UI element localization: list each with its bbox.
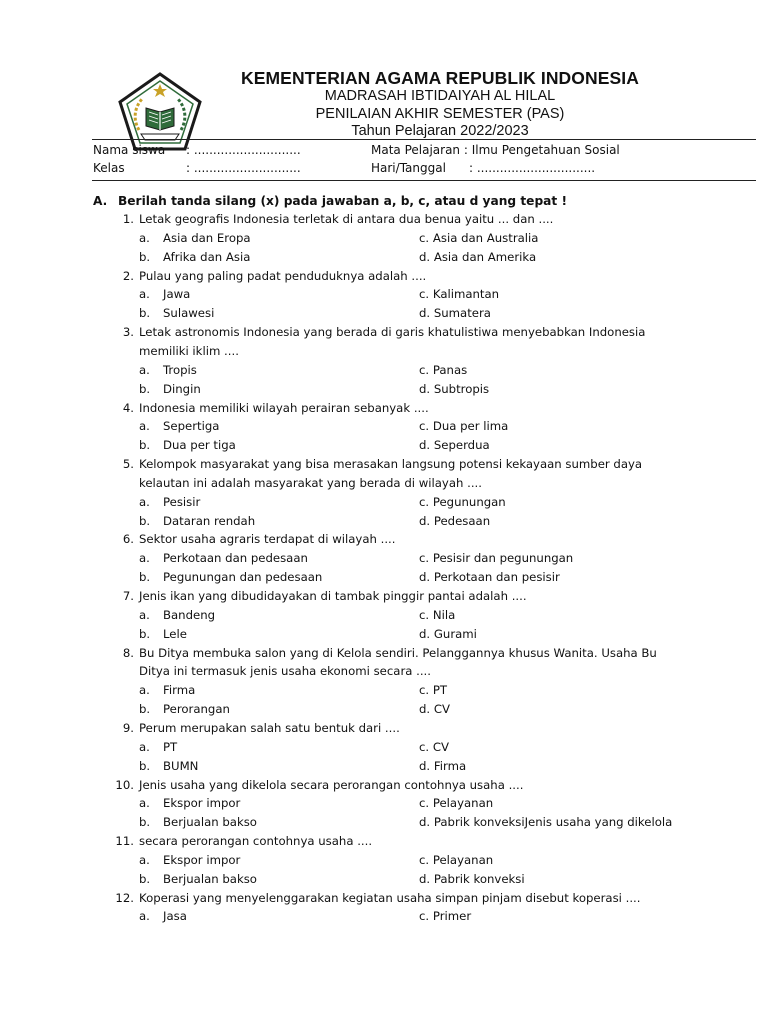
student-name-label: Nama siswa — [93, 143, 166, 157]
option-b-letter[interactable]: b. — [139, 513, 151, 528]
option-a-letter[interactable]: a. — [139, 230, 150, 245]
option-a[interactable]: Ekspor impor — [163, 852, 241, 867]
option-c[interactable]: c. Asia dan Australia — [419, 230, 539, 245]
question-text: Letak geografis Indonesia terletak di antara dua benua yaitu ... dan .... — [139, 212, 554, 226]
question-number: 4. — [122, 400, 134, 415]
option-c[interactable]: c. PT — [419, 683, 448, 698]
option-c[interactable]: c. Nila — [419, 607, 456, 622]
question-number: 8. — [122, 645, 134, 660]
academic-year: Tahun Pelajaran 2022/2023 — [351, 123, 529, 139]
option-b[interactable]: Perorangan — [163, 702, 230, 717]
school-name: MADRASAH IBTIDAIYAH AL HILAL — [324, 88, 556, 104]
class-field[interactable]: : ............................ — [186, 161, 301, 175]
option-a[interactable]: Bandeng — [163, 607, 216, 622]
option-a[interactable]: Perkotaan dan pedesaan — [163, 551, 308, 566]
option-c[interactable]: c. Kalimantan — [419, 287, 500, 302]
question-text: secara perorangan contohnya usaha .... — [139, 834, 373, 849]
option-b[interactable]: BUMN — [163, 758, 199, 773]
class-label: Kelas — [93, 161, 125, 175]
option-a-letter[interactable]: a. — [139, 551, 150, 566]
question-text: memiliki iklim .... — [139, 343, 239, 358]
header-divider — [92, 139, 756, 140]
question-text: Bu Ditya membuka salon yang di Kelola sendiri. Pelanggannya khusus Wanita. Usaha Bu — [139, 645, 657, 660]
option-c[interactable]: c. Dua per lima — [419, 419, 509, 434]
option-a[interactable]: Firma — [163, 683, 196, 698]
question-text: Indonesia memiliki wilayah perairan sebanyak .... — [139, 400, 429, 415]
question-text: Ditya ini termasuk jenis usaha ekonomi secara .... — [139, 664, 431, 679]
question-text: Kelompok masyarakat yang bisa merasakan langsung potensi kekayaan sumber daya — [139, 457, 643, 472]
option-a-letter[interactable]: a. — [139, 909, 150, 924]
question-text: Letak astronomis Indonesia yang berada di garis khatulistiwa menyebabkan Indonesia — [139, 325, 646, 340]
option-d[interactable]: d. Gurami — [419, 626, 477, 641]
date-field[interactable]: : ............................... — [469, 161, 596, 175]
question-text: Jenis usaha yang dikelola secara perorangan contohnya usaha .... — [139, 777, 524, 792]
option-a-letter[interactable]: a. — [139, 683, 150, 698]
option-a-letter[interactable]: a. — [139, 739, 150, 754]
option-d[interactable]: d. Sumatera — [419, 306, 491, 321]
option-a-letter[interactable]: a. — [139, 796, 150, 811]
option-a-letter[interactable]: a. — [139, 494, 150, 509]
option-a[interactable]: Jasa — [163, 909, 187, 924]
option-b[interactable]: Berjualan bakso — [163, 815, 257, 830]
question-text: Sektor usaha agraris terdapat di wilayah .... — [139, 532, 396, 547]
question-text: Pulau yang paling padat penduduknya adalah .... — [139, 268, 427, 283]
question-text: Jenis ikan yang dibudidayakan di tambak pinggir pantai adalah .... — [139, 589, 527, 603]
option-d[interactable]: d. Asia dan Amerika — [419, 249, 537, 264]
option-b[interactable]: Berjualan bakso — [163, 871, 257, 886]
option-d[interactable]: d. Seperdua — [419, 438, 490, 453]
option-b[interactable]: Pegunungan dan pedesaan — [163, 570, 323, 585]
option-d[interactable]: d. Pabrik konveksiJenis usaha yang dikelola — [419, 815, 673, 830]
date-label: Hari/Tanggal — [371, 161, 446, 175]
ministry-logo-icon — [117, 72, 203, 152]
option-b-letter[interactable]: b. — [139, 438, 151, 453]
option-a-letter[interactable]: a. — [139, 419, 150, 434]
option-a-letter[interactable]: a. — [139, 852, 150, 867]
option-a-letter[interactable]: a. — [139, 362, 150, 377]
option-b[interactable]: Afrika dan Asia — [163, 249, 251, 264]
option-a[interactable]: Tropis — [163, 362, 197, 377]
question-text: kelautan ini adalah masyarakat yang berada di wilayah .... — [139, 475, 482, 490]
option-d[interactable]: d. CV — [419, 702, 451, 717]
option-a-letter[interactable]: a. — [139, 287, 150, 302]
question-number: 5. — [122, 457, 134, 472]
ministry-title: KEMENTERIAN AGAMA REPUBLIK INDONESIA — [240, 68, 639, 88]
question-number: 10. — [115, 777, 134, 792]
option-c[interactable]: c. CV — [419, 739, 450, 754]
option-a[interactable]: PT — [163, 739, 178, 754]
option-b-letter[interactable]: b. — [139, 570, 151, 585]
subject-label: Mata Pelajaran : Ilmu Pengetahuan Sosial — [371, 143, 620, 157]
section-instruction: Berilah tanda silang (x) pada jawaban a, b, c, atau d yang tepat ! — [118, 194, 568, 208]
option-c[interactable]: c. Primer — [419, 909, 472, 924]
student-name-field[interactable]: : ............................ — [186, 143, 301, 157]
option-d[interactable]: d. Pedesaan — [419, 513, 491, 528]
question-text: Perum merupakan salah satu bentuk dari .... — [139, 720, 400, 735]
option-b-letter[interactable]: b. — [139, 381, 151, 396]
option-b-letter[interactable]: b. — [139, 249, 151, 264]
option-b[interactable]: Sulawesi — [163, 306, 215, 321]
option-b-letter[interactable]: b. — [139, 758, 151, 773]
option-b[interactable]: Dataran rendah — [163, 513, 256, 528]
option-a-letter[interactable]: a. — [139, 607, 150, 622]
option-c[interactable]: c. Pelayanan — [419, 796, 494, 811]
option-d[interactable]: d. Subtropis — [419, 381, 490, 396]
question-number: 12. — [115, 890, 134, 905]
question-number: 1. — [122, 212, 134, 226]
option-a[interactable]: Asia dan Eropa — [163, 230, 251, 245]
option-c[interactable]: c. Pegunungan — [419, 494, 506, 509]
option-b[interactable]: Dua per tiga — [163, 438, 236, 453]
option-d[interactable]: d. Pabrik konveksi — [419, 871, 525, 886]
option-a[interactable]: Pesisir — [163, 494, 201, 509]
option-b-letter[interactable]: b. — [139, 626, 151, 641]
question-number: 9. — [122, 720, 134, 735]
option-c[interactable]: c. Pesisir dan pegunungan — [419, 551, 574, 566]
question-number: 11. — [115, 834, 134, 849]
exam-name: PENILAIAN AKHIR SEMESTER (PAS) — [315, 106, 565, 122]
option-d[interactable]: d. Firma — [419, 758, 467, 773]
info-divider — [92, 180, 756, 181]
option-b[interactable]: Lele — [163, 626, 187, 641]
option-c[interactable]: c. Pelayanan — [419, 852, 494, 867]
question-text: Koperasi yang menyelenggarakan kegiatan usaha simpan pinjam disebut koperasi .... — [139, 890, 641, 905]
question-number: 7. — [122, 589, 134, 603]
question-number: 2. — [122, 268, 134, 283]
option-b-letter[interactable]: b. — [139, 306, 151, 321]
option-d[interactable]: d. Perkotaan dan pesisir — [419, 570, 560, 585]
option-a[interactable]: Ekspor impor — [163, 796, 241, 811]
option-b[interactable]: Dingin — [163, 381, 201, 396]
question-number: 3. — [122, 325, 134, 340]
option-c[interactable]: c. Panas — [419, 362, 468, 377]
question-number: 6. — [122, 532, 134, 547]
option-a[interactable]: Sepertiga — [163, 419, 220, 434]
option-a[interactable]: Jawa — [163, 287, 191, 302]
option-b-letter[interactable]: b. — [139, 871, 151, 886]
section-letter: A. — [93, 194, 108, 208]
option-b-letter[interactable]: b. — [139, 702, 151, 717]
option-b-letter[interactable]: b. — [139, 815, 151, 830]
